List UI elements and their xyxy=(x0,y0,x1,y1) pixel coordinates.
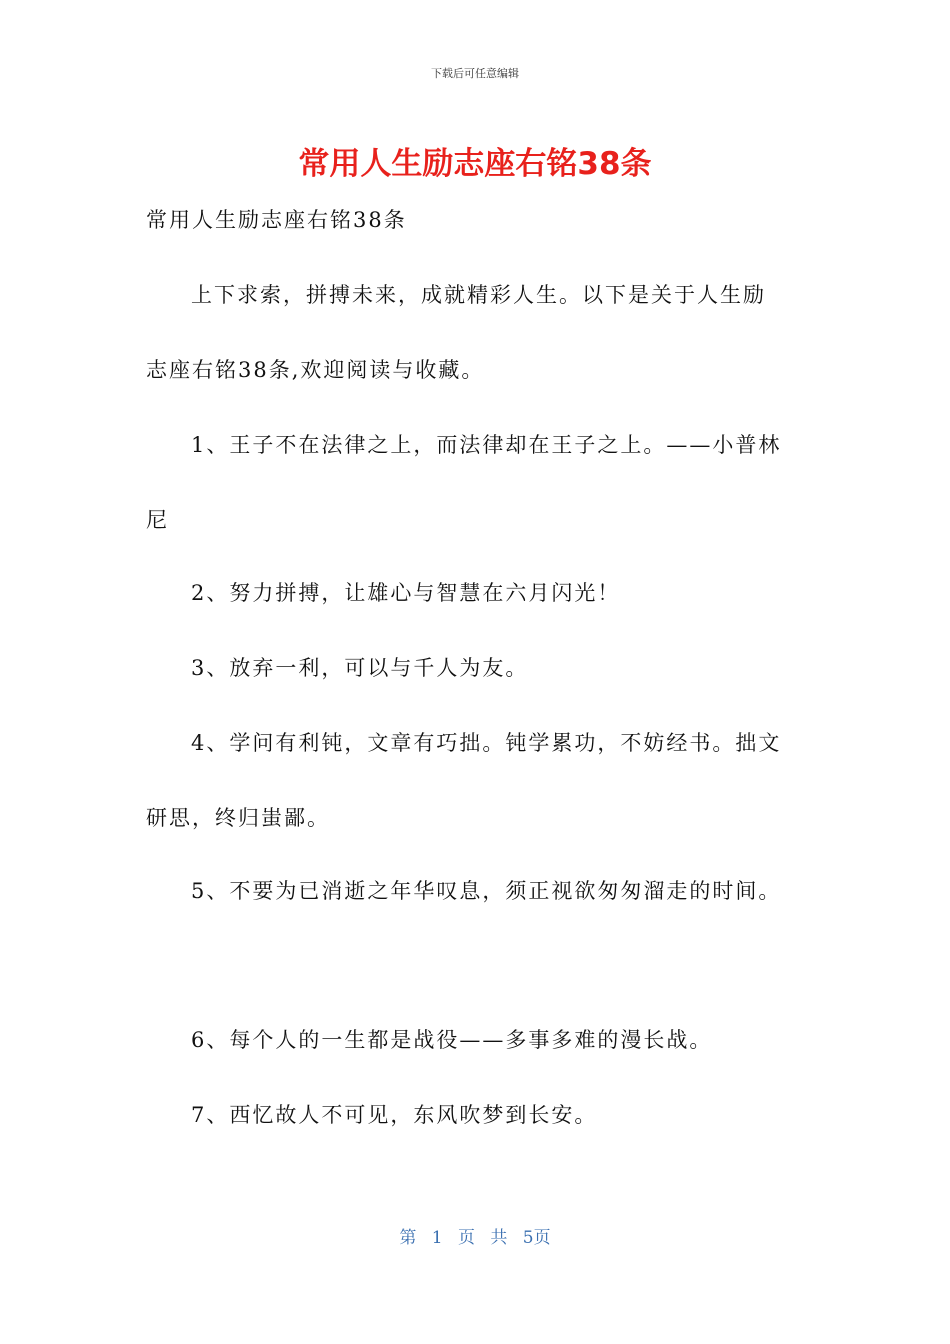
item-2: 2、努力拼搏，让雄心与智慧在六月闪光！ xyxy=(191,581,621,605)
page-footer: 第 1 页 共 5页 xyxy=(399,1228,551,1248)
item-4-line-2: 研思，终归蚩鄙。 xyxy=(146,806,330,830)
item-3: 3、放弃一利，可以与千人为友。 xyxy=(191,656,529,680)
subtitle-line: 常用人生励志座右铭38条 xyxy=(146,208,407,232)
header-note: 下载后可任意编辑 xyxy=(431,67,519,80)
intro-line-1: 上下求索，拼搏未来，成就精彩人生。以下是关于人生励 xyxy=(191,283,766,307)
item-1-line-2: 尼 xyxy=(146,508,169,532)
item-5: 5、不要为已消逝之年华叹息，须正视欲匆匆溜走的时间。 xyxy=(191,879,782,903)
item-7: 7、西忆故人不可见，东风吹梦到长安。 xyxy=(191,1103,598,1127)
item-1-line-1: 1、王子不在法律之上，而法律却在王子之上。——小普林 xyxy=(191,433,782,457)
intro-line-2: 志座右铭38条,欢迎阅读与收藏。 xyxy=(146,358,485,382)
item-6: 6、每个人的一生都是战役——多事多难的漫长战。 xyxy=(191,1028,713,1052)
item-4-line-1: 4、学问有利钝，文章有巧拙。钝学累功，不妨经书。拙文 xyxy=(191,731,782,755)
document-title: 常用人生励志座右铭38条 xyxy=(298,146,652,182)
